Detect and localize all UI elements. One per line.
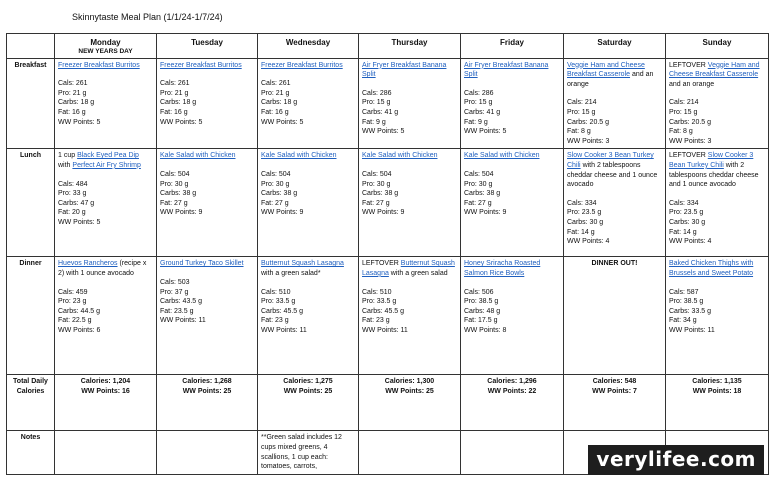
row-label-dinner: Dinner <box>7 257 55 375</box>
nutrition-line: Cals: 286 <box>362 89 392 97</box>
recipe-prefix: 1 cup <box>58 152 78 160</box>
corner-cell <box>7 34 55 59</box>
nutrition-line: Carbs: 45.5 g <box>362 307 405 315</box>
recipe-description <box>669 151 765 189</box>
dinner-cell <box>564 257 666 375</box>
recipe-link[interactable]: Slow Cooker 3 Bean Turkey Chili <box>567 152 654 169</box>
recipe-description <box>261 61 355 71</box>
totals-row <box>7 375 769 431</box>
nutrition-line: Pro: 21 g <box>58 89 87 97</box>
nutrition-line: WW Points: 4 <box>567 238 610 246</box>
recipe-suffix: with 2 tablespoons cheddar cheese and 1 ounce avocado <box>567 161 658 189</box>
breakfast-cell <box>157 58 258 149</box>
nutrition-line: Cals: 261 <box>58 80 88 88</box>
recipe-link[interactable]: Kale Salad with Chicken <box>160 152 236 160</box>
dinner-cell <box>666 257 769 375</box>
notes-cell: **Green salad includes 12 cups mixed greens, 4 scallions, 1 cup each: tomatoes, carrots, <box>258 431 359 475</box>
spacer <box>160 70 254 79</box>
nutrition-line: Fat: 17.5 g <box>464 317 498 325</box>
row-label-lunch: Lunch <box>7 149 55 257</box>
recipe-description <box>669 61 765 90</box>
recipe-link[interactable]: Freezer Breakfast Burritos <box>58 61 140 69</box>
day-header: Friday <box>461 34 564 59</box>
nutrition-line: Pro: 21 g <box>160 89 189 97</box>
nutrition-line: Pro: 15 g <box>464 99 493 107</box>
nutrition-line: WW Points: 9 <box>160 209 203 217</box>
breakfast-cell <box>258 58 359 149</box>
nutrition-line: WW Points: 3 <box>567 137 610 145</box>
nutrition-line: Cals: 484 <box>58 180 88 188</box>
total-ww-points: WW Points: 25 <box>385 387 434 395</box>
watermark: verylifee.com <box>588 445 764 475</box>
total-calories: Calories: 1,204 <box>80 378 131 386</box>
nutrition-line: WW Points: 11 <box>669 326 715 334</box>
nutrition-line: Pro: 33.5 g <box>261 298 296 306</box>
dinner-cell <box>359 257 461 375</box>
nutrition-line: Fat: 20 g <box>58 209 86 217</box>
recipe-description <box>669 259 765 278</box>
total-cell <box>157 375 258 431</box>
total-cell <box>666 375 769 431</box>
total-ww-points: WW Points: 7 <box>592 387 637 395</box>
notes-cell <box>157 431 258 475</box>
nutrition-line: WW Points: 9 <box>362 209 405 217</box>
breakfast-row <box>7 58 769 149</box>
nutrition-line: WW Points: 4 <box>669 238 712 246</box>
recipe-description <box>464 259 560 278</box>
spacer <box>567 190 662 199</box>
nutrition-line: Cals: 510 <box>362 288 392 296</box>
nutrition-line: Pro: 21 g <box>261 89 290 97</box>
recipe-link[interactable]: Freezer Breakfast Burritos <box>261 61 343 69</box>
total-cell <box>55 375 157 431</box>
nutrition-line: Carbs: 48 g <box>464 307 501 315</box>
dinner-out-label: DINNER OUT! <box>591 260 638 268</box>
recipe-link[interactable]: Perfect Air Fry Shrimp <box>72 161 141 169</box>
nutrition-line: WW Points: 9 <box>464 209 507 217</box>
day-header: Wednesday <box>258 34 359 59</box>
nutrition-line: Fat: 22.5 g <box>58 317 92 325</box>
nutrition-line: Cals: 510 <box>261 288 291 296</box>
nutrition-line: Cals: 459 <box>58 288 88 296</box>
total-calories: Calories: 548 <box>592 378 637 386</box>
lunch-cell <box>666 149 769 257</box>
dinner-row <box>7 257 769 375</box>
recipe-link[interactable]: Air Fryer Breakfast Banana Split <box>464 61 549 79</box>
nutrition-line: Cals: 261 <box>261 80 291 88</box>
nutrition-line: WW Points: 5 <box>160 118 203 126</box>
nutrition-line: Carbs: 38 g <box>362 190 399 198</box>
nutrition-line: WW Points: 5 <box>58 218 101 226</box>
recipe-suffix: (recipe x 2) with 1 ounce avocado <box>58 260 147 277</box>
nutrition-line: Pro: 30 g <box>261 180 290 188</box>
lunch-cell <box>258 149 359 257</box>
nutrition-line: Cals: 334 <box>669 199 699 207</box>
nutrition-line: Fat: 27 g <box>160 199 188 207</box>
nutrition-line: Cals: 504 <box>160 170 190 178</box>
recipe-suffix: with a green salad* <box>261 269 321 277</box>
nutrition-line: Carbs: 30 g <box>669 218 706 226</box>
recipe-description <box>362 61 457 80</box>
notes-cell <box>359 431 461 475</box>
nutrition-line: Fat: 16 g <box>160 108 188 116</box>
recipe-suffix: with <box>58 161 73 169</box>
spacer <box>58 279 153 288</box>
breakfast-cell <box>666 58 769 149</box>
nutrition-line: Carbs: 18 g <box>58 99 95 107</box>
recipe-prefix: LEFTOVER <box>669 152 708 160</box>
nutrition-line: Cals: 587 <box>669 288 699 296</box>
nutrition-line: Carbs: 38 g <box>160 190 197 198</box>
breakfast-cell <box>564 58 666 149</box>
nutrition-line: Pro: 23.5 g <box>669 209 704 217</box>
lunch-row <box>7 149 769 257</box>
total-ww-points: WW Points: 18 <box>692 387 742 395</box>
dinner-cell <box>55 257 157 375</box>
recipe-link[interactable]: Freezer Breakfast Burritos <box>160 61 242 69</box>
day-header: Saturday <box>564 34 666 59</box>
recipe-description <box>464 151 560 161</box>
spacer <box>160 161 254 170</box>
recipe-description <box>160 151 254 161</box>
nutrition-line: Carbs: 44.5 g <box>58 307 101 315</box>
nutrition-line: WW Points: 6 <box>58 326 101 334</box>
total-calories: Calories: 1,275 <box>283 378 333 386</box>
recipe-link[interactable]: Veggie Ham and Cheese Breakfast Casserole <box>669 61 760 79</box>
total-ww-points: WW Points: 16 <box>81 387 130 395</box>
nutrition-line: Pro: 33.5 g <box>362 298 397 306</box>
spacer <box>669 190 765 199</box>
recipe-suffix: and an orange <box>669 80 715 88</box>
spacer <box>362 161 457 170</box>
total-ww-points: WW Points: 25 <box>182 387 232 395</box>
spacer <box>464 161 560 170</box>
breakfast-cell <box>55 58 157 149</box>
total-cell <box>461 375 564 431</box>
nutrition-line: Pro: 30 g <box>160 180 189 188</box>
lunch-cell <box>55 149 157 257</box>
recipe-link[interactable]: Veggie Ham and Cheese Breakfast Casserole <box>567 61 645 79</box>
day-header: Sunday <box>666 34 769 59</box>
row-label-total: Total Daily Calories <box>7 375 55 431</box>
spacer <box>567 89 662 98</box>
nutrition-line: Carbs: 20.5 g <box>567 118 610 126</box>
meal-plan-table <box>6 33 769 475</box>
recipe-link[interactable]: Slow Cooker 3 Bean Turkey Chili <box>669 152 754 169</box>
nutrition-line: Cals: 214 <box>567 99 597 107</box>
nutrition-line: Cals: 286 <box>464 89 494 97</box>
lunch-cell <box>564 149 666 257</box>
spacer <box>464 80 560 89</box>
nutrition-line: Pro: 37 g <box>160 288 189 296</box>
recipe-prefix: LEFTOVER <box>362 260 401 268</box>
total-ww-points: WW Points: 22 <box>487 387 537 395</box>
nutrition-line: Pro: 15 g <box>567 108 596 116</box>
spacer <box>261 279 355 288</box>
nutrition-line: Carbs: 41 g <box>464 108 501 116</box>
spacer <box>362 279 457 288</box>
recipe-suffix: with a green salad <box>388 269 448 277</box>
nutrition-line: Carbs: 43.5 g <box>160 298 203 306</box>
row-label-breakfast: Breakfast <box>7 58 55 149</box>
nutrition-line: WW Points: 5 <box>464 128 507 136</box>
page-title: Skinnytaste Meal Plan (1/1/24-1/7/24) <box>72 12 223 22</box>
nutrition-line: Pro: 23 g <box>58 298 87 306</box>
nutrition-line: Cals: 334 <box>567 199 597 207</box>
recipe-link[interactable]: Kale Salad with Chicken <box>362 152 438 160</box>
nutrition-line: Carbs: 38 g <box>464 190 501 198</box>
day-header: Thursday <box>359 34 461 59</box>
recipe-description <box>362 151 457 161</box>
breakfast-cell <box>461 58 564 149</box>
spacer <box>464 279 560 288</box>
nutrition-line: Cals: 214 <box>669 99 699 107</box>
recipe-suffix: and an orange <box>567 71 654 88</box>
spacer <box>261 161 355 170</box>
nutrition-line: Fat: 23 g <box>362 317 390 325</box>
recipe-suffix: with 2 tablespoons cheddar cheese and 1 ounce avocado <box>669 161 759 189</box>
recipe-link[interactable]: Baked Chicken Thighs with Brussels and Sweet Potato <box>669 260 754 277</box>
total-cell <box>359 375 461 431</box>
nutrition-line: Pro: 30 g <box>362 180 391 188</box>
recipe-description <box>567 61 662 90</box>
lunch-cell <box>359 149 461 257</box>
recipe-link[interactable]: Ground Turkey Taco Skillet <box>160 260 244 268</box>
day-header: Tuesday <box>157 34 258 59</box>
nutrition-line: Carbs: 18 g <box>160 99 197 107</box>
spacer <box>160 269 254 278</box>
recipe-description <box>58 61 153 71</box>
total-cell <box>564 375 666 431</box>
recipe-link[interactable]: Black Eyed Pea Dip <box>77 152 139 160</box>
total-calories: Calories: 1,268 <box>182 378 232 386</box>
nutrition-line: Pro: 15 g <box>362 99 391 107</box>
nutrition-line: Fat: 27 g <box>464 199 492 207</box>
nutrition-line: Carbs: 30 g <box>567 218 604 226</box>
nutrition-line: WW Points: 5 <box>58 118 101 126</box>
nutrition-line: Fat: 16 g <box>58 108 86 116</box>
nutrition-line: Fat: 8 g <box>567 128 591 136</box>
nutrition-line: Cals: 503 <box>160 278 190 286</box>
nutrition-line: Cals: 506 <box>464 288 494 296</box>
nutrition-line: Carbs: 45.5 g <box>261 307 304 315</box>
header-row <box>7 34 769 59</box>
nutrition-line: Pro: 38.5 g <box>669 298 704 306</box>
recipe-description <box>567 151 662 189</box>
nutrition-line: Fat: 14 g <box>669 228 697 236</box>
total-cell <box>258 375 359 431</box>
lunch-cell <box>157 149 258 257</box>
spacer <box>669 89 765 98</box>
day-header: Monday NEW YEARS DAY <box>55 34 157 59</box>
nutrition-line: Cals: 504 <box>261 170 291 178</box>
recipe-description <box>160 61 254 71</box>
nutrition-line: WW Points: 3 <box>669 137 712 145</box>
nutrition-line: Fat: 9 g <box>362 118 386 126</box>
nutrition-line: WW Points: 11 <box>160 317 206 325</box>
nutrition-line: Pro: 23.5 g <box>567 209 602 217</box>
nutrition-line: Fat: 23 g <box>261 317 289 325</box>
recipe-prefix: LEFTOVER <box>669 61 708 69</box>
recipe-link[interactable]: Butternut Squash Lasagna <box>362 260 455 277</box>
recipe-link[interactable]: Butternut Squash Lasagna <box>261 260 344 268</box>
spacer <box>58 171 153 180</box>
nutrition-line: WW Points: 5 <box>362 128 405 136</box>
nutrition-line: Cals: 261 <box>160 80 190 88</box>
spacer <box>669 279 765 288</box>
nutrition-line: Carbs: 18 g <box>261 99 298 107</box>
dinner-cell <box>157 257 258 375</box>
nutrition-line: Cals: 504 <box>362 170 392 178</box>
notes-cell <box>55 431 157 475</box>
row-label-notes: Notes <box>7 431 55 475</box>
nutrition-line: WW Points: 11 <box>261 326 307 334</box>
nutrition-line: Carbs: 38 g <box>261 190 298 198</box>
nutrition-line: Fat: 9 g <box>464 118 488 126</box>
nutrition-line: Fat: 16 g <box>261 108 289 116</box>
nutrition-line: Fat: 8 g <box>669 128 693 136</box>
nutrition-line: Fat: 27 g <box>261 199 289 207</box>
dinner-cell <box>461 257 564 375</box>
nutrition-line: Cals: 504 <box>464 170 494 178</box>
recipe-link[interactable]: Air Fryer Breakfast Banana Split <box>362 61 447 79</box>
spacer <box>261 70 355 79</box>
total-ww-points: WW Points: 25 <box>283 387 333 395</box>
spacer <box>58 70 153 79</box>
lunch-cell <box>461 149 564 257</box>
nutrition-line: Carbs: 47 g <box>58 199 95 207</box>
notes-cell <box>461 431 564 475</box>
breakfast-cell <box>359 58 461 149</box>
recipe-description <box>58 259 153 278</box>
recipe-description <box>261 151 355 161</box>
total-calories: Calories: 1,296 <box>487 378 537 386</box>
nutrition-line: Pro: 38.5 g <box>464 298 499 306</box>
nutrition-line: WW Points: 8 <box>464 326 507 334</box>
nutrition-line: WW Points: 11 <box>362 326 408 334</box>
recipe-description <box>362 259 457 278</box>
spacer <box>362 80 457 89</box>
nutrition-line: WW Points: 9 <box>261 209 304 217</box>
total-calories: Calories: 1,135 <box>692 378 742 386</box>
nutrition-line: Pro: 30 g <box>464 180 493 188</box>
nutrition-line: Carbs: 41 g <box>362 108 399 116</box>
nutrition-line: Fat: 27 g <box>362 199 390 207</box>
nutrition-line: Pro: 15 g <box>669 108 698 116</box>
nutrition-line: Fat: 23.5 g <box>160 307 194 315</box>
nutrition-line: WW Points: 5 <box>261 118 304 126</box>
nutrition-line: Pro: 33 g <box>58 190 87 198</box>
dinner-cell <box>258 257 359 375</box>
recipe-description <box>160 259 254 269</box>
nutrition-line: Fat: 34 g <box>669 317 697 325</box>
nutrition-line: Carbs: 33.5 g <box>669 307 712 315</box>
recipe-description <box>464 61 560 80</box>
recipe-link[interactable]: Kale Salad with Chicken <box>464 152 540 160</box>
recipe-link[interactable]: Honey Sriracha Roasted Salmon Rice Bowls <box>464 260 541 277</box>
recipe-link[interactable]: Huevos Rancheros <box>58 260 118 268</box>
nutrition-line: Fat: 14 g <box>567 228 595 236</box>
recipe-link[interactable]: Kale Salad with Chicken <box>261 152 337 160</box>
recipe-description <box>58 151 153 170</box>
total-calories: Calories: 1,300 <box>384 378 435 386</box>
recipe-description <box>261 259 355 278</box>
nutrition-line: Carbs: 20.5 g <box>669 118 712 126</box>
